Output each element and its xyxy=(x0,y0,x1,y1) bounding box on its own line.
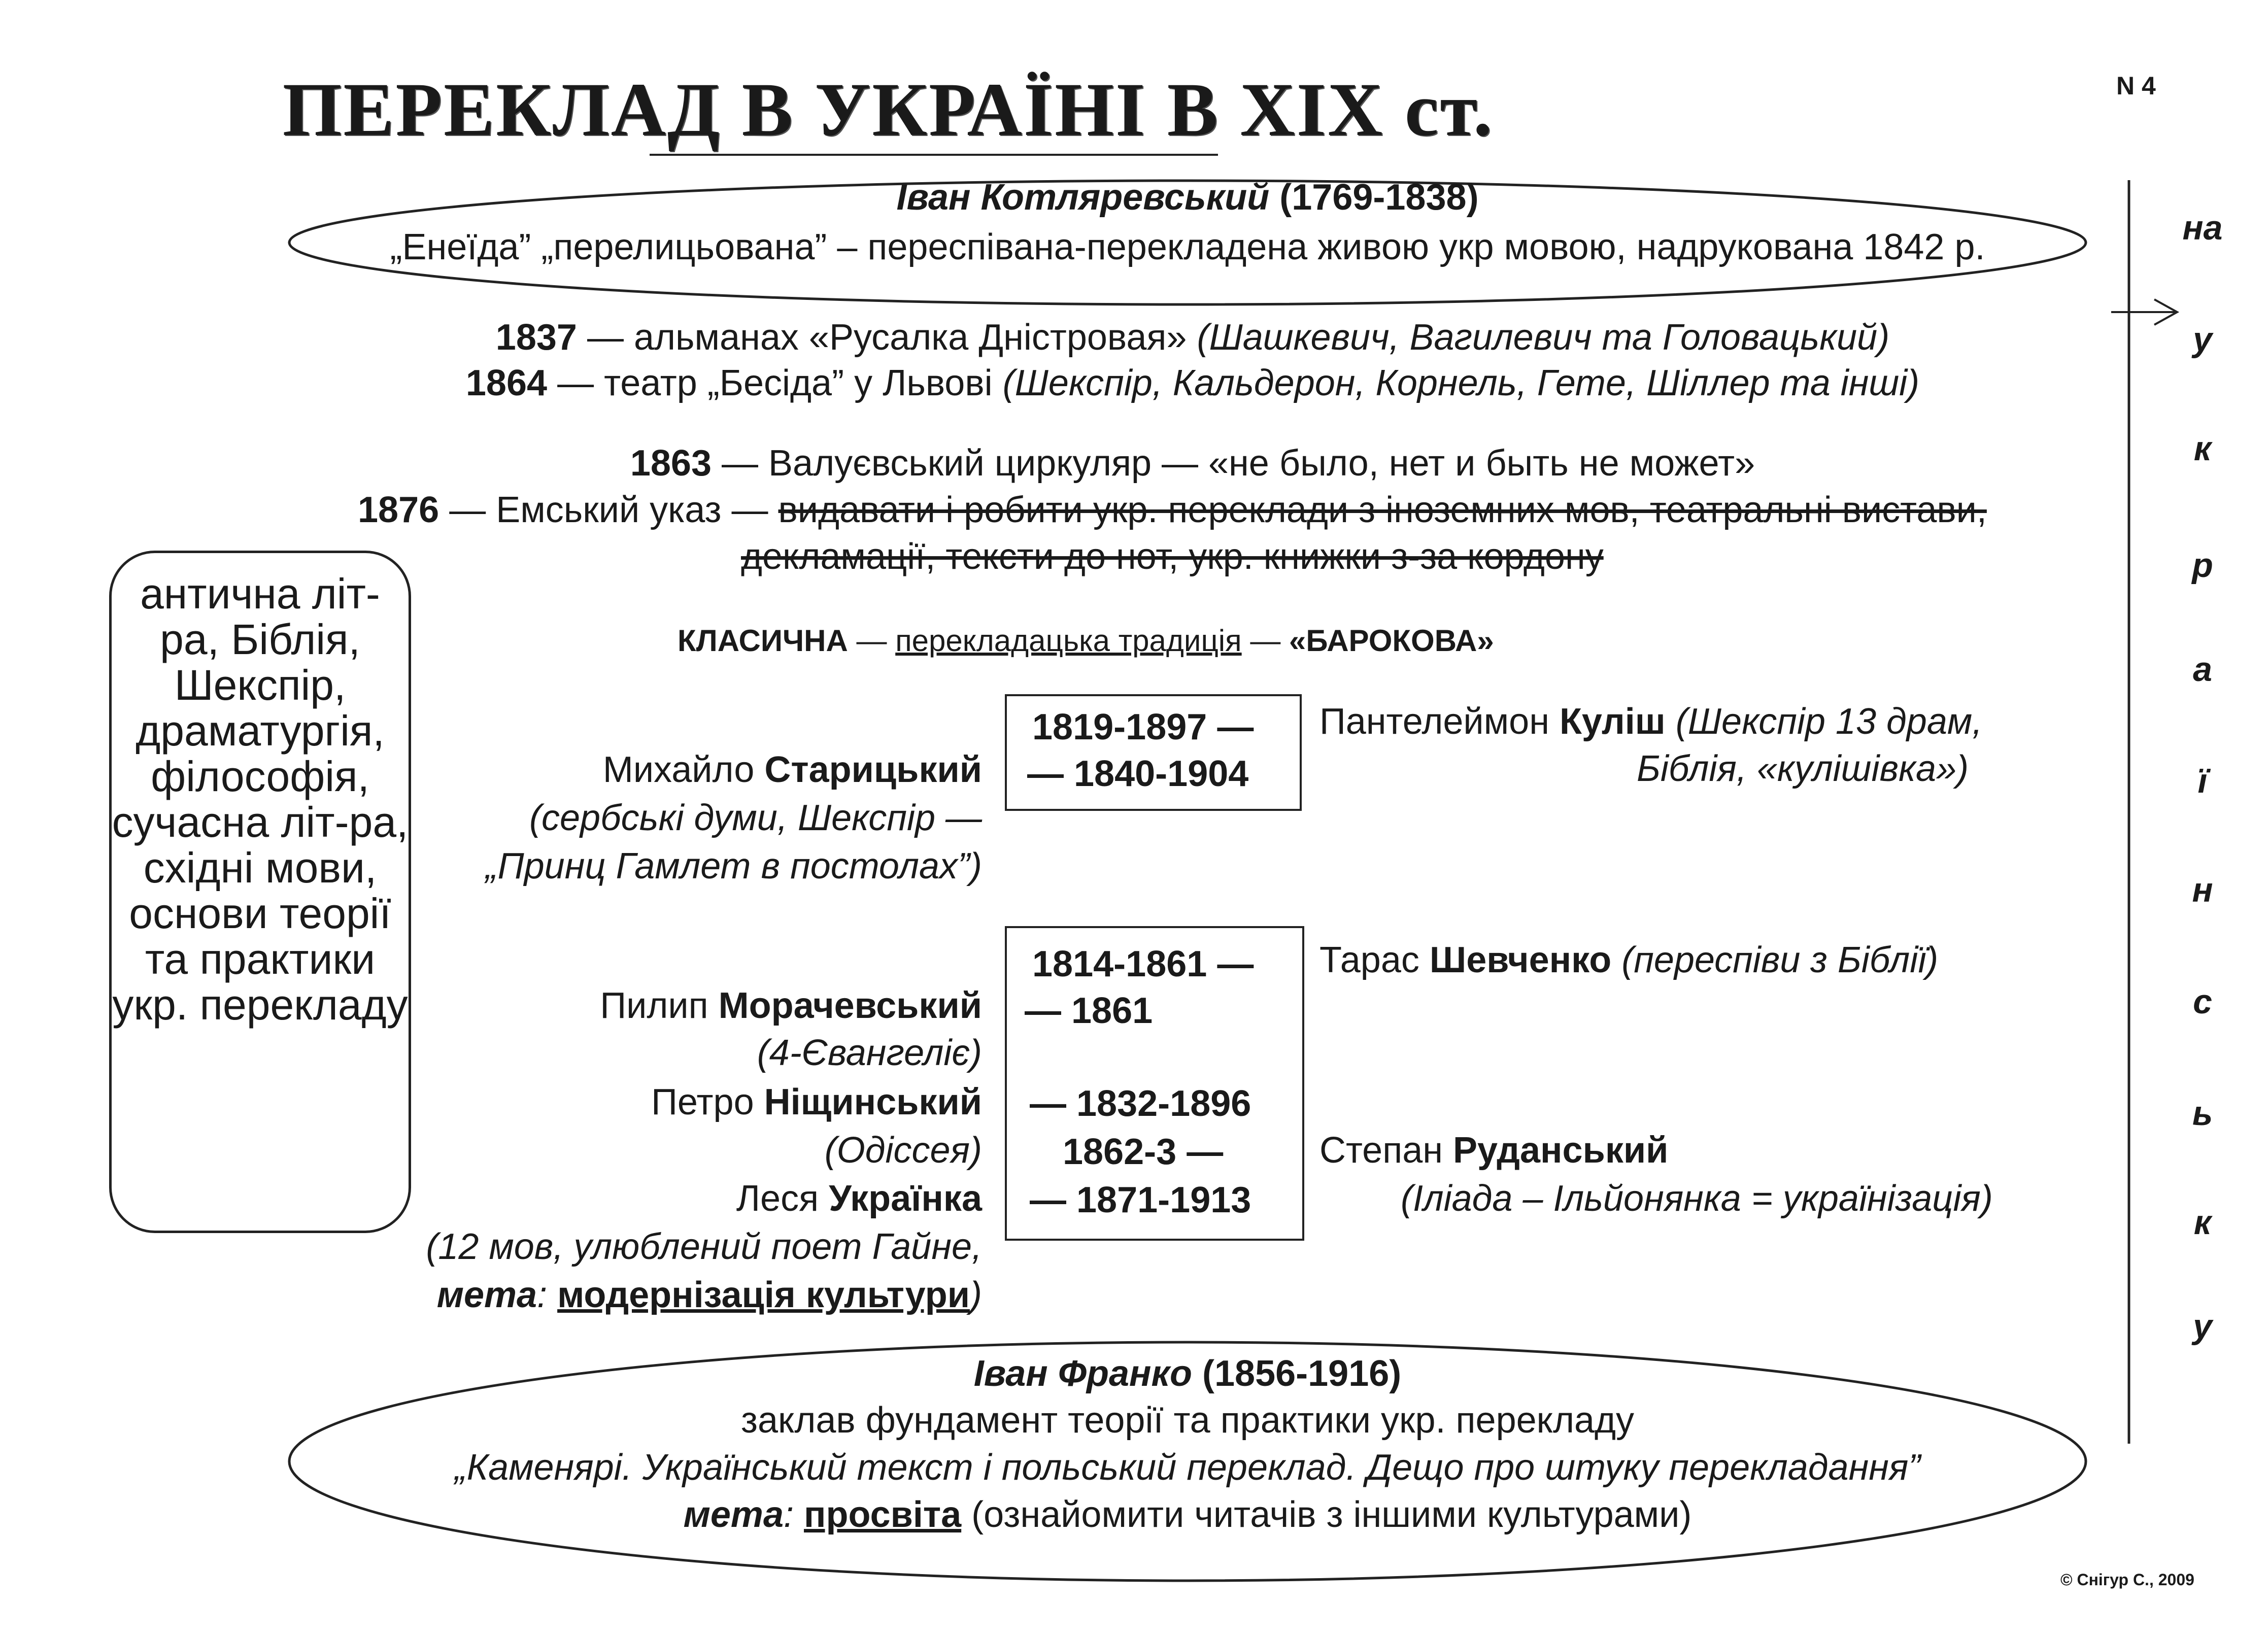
vertical-letter-1: на xyxy=(2182,209,2223,247)
rudansky-first: Степан xyxy=(1319,1130,1443,1171)
kulish-name xyxy=(1319,698,1982,745)
event-1837-text: — альманах «Русалка Дністровая» xyxy=(587,317,1187,358)
vertical-letter-10: к xyxy=(2193,1203,2212,1242)
franko-name: Іван Франко xyxy=(973,1353,1192,1394)
year-box-2 xyxy=(1005,926,1304,1241)
year-box-2-line-3: — 1832-1896 xyxy=(1030,1083,1251,1124)
event-1863-text: — Валуєвський циркуляр — «не было, нет и быть не может» xyxy=(722,443,1755,484)
ukrainka-goal-close: ) xyxy=(970,1275,982,1315)
morachevsky-first: Пилип xyxy=(600,985,708,1026)
franko-heading xyxy=(0,1350,2268,1398)
shevchenko-first: Тарас xyxy=(1319,940,1419,980)
franko-goal-line xyxy=(0,1491,2268,1539)
event-1876-strike-line1: видавати і робити укр. переклади з іноземних мов, театральні вистави, xyxy=(778,490,1987,530)
event-1876-strike-line2: декламації, тексти до нот, укр. книжки з-за кордону xyxy=(741,536,1604,577)
event-1876-text: — Емський указ — xyxy=(449,490,768,530)
starytsky-first: Михайло xyxy=(602,749,755,790)
vertical-letter-9: ь xyxy=(2192,1094,2213,1133)
franko-line-2: заклав фундамент теорії та практики укр. перекладу xyxy=(740,1400,1635,1441)
ukrainka-goal-line xyxy=(0,1271,982,1319)
morachevsky-name xyxy=(0,982,982,1030)
kulish-works-1: (Шекспір 13 драм, xyxy=(1675,701,1983,742)
year-box-2-line-1: 1814-1861 — xyxy=(1032,944,1254,984)
event-1876 xyxy=(358,486,1987,534)
franko-goal-rest: (ознайомити читачів з іншими культурами) xyxy=(971,1494,1692,1535)
year-box-1-line-2: — 1840-1904 xyxy=(1027,754,1249,794)
shevchenko-last: Шевченко xyxy=(1429,940,1612,980)
event-1864-year: 1864 xyxy=(465,363,548,403)
kotliarevsky-name: Іван Котляревський xyxy=(896,177,1270,218)
starytsky-works-1: (сербські думи, Шекспір — xyxy=(529,798,982,838)
year-box-2-line-4: 1862-3 — xyxy=(1063,1132,1224,1172)
vertical-letter-2: у xyxy=(2193,320,2212,359)
curriculum-text: антична літ-ра, Біблія, Шекспір, драматургія, філософія, сучасна літ-ра, східні мови, основи теорії та практики укр. перекладу xyxy=(112,570,409,1029)
event-1864-text: — театр „Бесіда” у Львові xyxy=(557,363,993,403)
tradition-dash-1: — xyxy=(856,624,887,658)
event-1837 xyxy=(0,314,2268,361)
copyright: © Снігур С., 2009 xyxy=(2060,1571,2194,1589)
kulish-first: Пантелеймон xyxy=(1319,701,1549,742)
franko-goal-colon: : xyxy=(784,1494,794,1535)
starytsky-name xyxy=(0,746,982,794)
vertical-letter-6: ї xyxy=(2197,762,2208,800)
kotliarevsky-years: (1769-1838) xyxy=(1279,177,1479,218)
event-1864 xyxy=(0,359,2268,407)
vertical-letter-7: н xyxy=(2192,871,2213,909)
rudansky-works: (Іліада – Ільйонянка = українізація) xyxy=(1401,1178,1993,1219)
tradition-classic: КЛАСИЧНА xyxy=(678,624,848,658)
nishchynsky-name xyxy=(0,1078,982,1126)
page-title: ПЕРЕКЛАД В УКРАЇНІ В XIX ст. xyxy=(282,67,1494,152)
vertical-letter-4: р xyxy=(2192,546,2213,585)
event-1864-names: (Шекспір, Кальдерон, Корнель, Гете, Шіллер та інші) xyxy=(1002,363,1920,403)
morachevsky-works: (4-Євангеліє) xyxy=(757,1033,982,1073)
ukrainka-goal-colon: : xyxy=(537,1275,548,1315)
rudansky-name xyxy=(1319,1127,1668,1174)
shevchenko-name xyxy=(1319,936,1938,984)
franko-line-3: „Каменярі. Український текст і польський переклад. Дещо про штуку перекладання” xyxy=(454,1447,1921,1488)
starytsky-works-2: „Принц Гамлет в постолах”) xyxy=(485,846,982,887)
vertical-letter-11: у xyxy=(2193,1307,2212,1346)
event-1837-names: (Шашкевич, Вагилевич та Головацький) xyxy=(1197,317,1890,358)
vertical-letter-3: к xyxy=(2193,429,2212,468)
event-1837-year: 1837 xyxy=(495,317,577,358)
ukrainka-last: Українка xyxy=(829,1178,982,1219)
tradition-baroque: «БАРОКОВА» xyxy=(1289,624,1494,658)
rudansky-last: Руданський xyxy=(1453,1130,1669,1171)
vertical-letter-8: с xyxy=(2193,982,2212,1021)
year-box-2-line-2: — 1861 xyxy=(1025,991,1153,1031)
shevchenko-works: (переспіви з Біблії) xyxy=(1621,940,1939,980)
nishchynsky-works: (Одіссея) xyxy=(824,1130,982,1171)
kotliarevsky-description: „Енеїда” „перелицьована” – переспівана-перекладена живою укр мовою, надрукована 1842 р. xyxy=(390,227,1985,267)
year-box-1-line-1: 1819-1897 — xyxy=(1032,707,1254,747)
kotliarevsky-heading xyxy=(0,174,2268,221)
page-number: N 4 xyxy=(2116,72,2156,100)
tradition-line xyxy=(678,623,1494,658)
year-box-2-line-5: — 1871-1913 xyxy=(1030,1180,1251,1220)
vertical-letter-5: а xyxy=(2193,650,2212,689)
franko-goal-label: мета xyxy=(683,1494,784,1535)
kulish-last: Куліш xyxy=(1559,701,1666,742)
ukrainka-goal: модернізація культури xyxy=(557,1275,970,1315)
year-box-1 xyxy=(1005,694,1302,811)
ukrainka-name xyxy=(0,1175,982,1222)
kulish-works-2: Біблія, «кулішівка») xyxy=(1637,748,1969,789)
ukrainka-works: (12 мов, улюблений поет Гайне, xyxy=(426,1226,982,1267)
tradition-middle: перекладацька традиція xyxy=(895,624,1242,658)
nishchynsky-first: Петро xyxy=(651,1082,754,1122)
starytsky-last: Старицький xyxy=(764,749,982,790)
franko-years: (1856-1916) xyxy=(1202,1353,1402,1394)
ukrainka-goal-label: мета xyxy=(436,1275,537,1315)
franko-goal: просвіта xyxy=(804,1494,962,1535)
nishchynsky-last: Ніщинський xyxy=(764,1082,982,1122)
morachevsky-last: Морачевський xyxy=(718,985,982,1026)
event-1863 xyxy=(0,439,2268,487)
event-1876-year: 1876 xyxy=(358,490,439,530)
ukrainka-first: Леся xyxy=(736,1178,819,1219)
event-1863-year: 1863 xyxy=(630,443,712,484)
tradition-dash-2: — xyxy=(1250,624,1281,658)
